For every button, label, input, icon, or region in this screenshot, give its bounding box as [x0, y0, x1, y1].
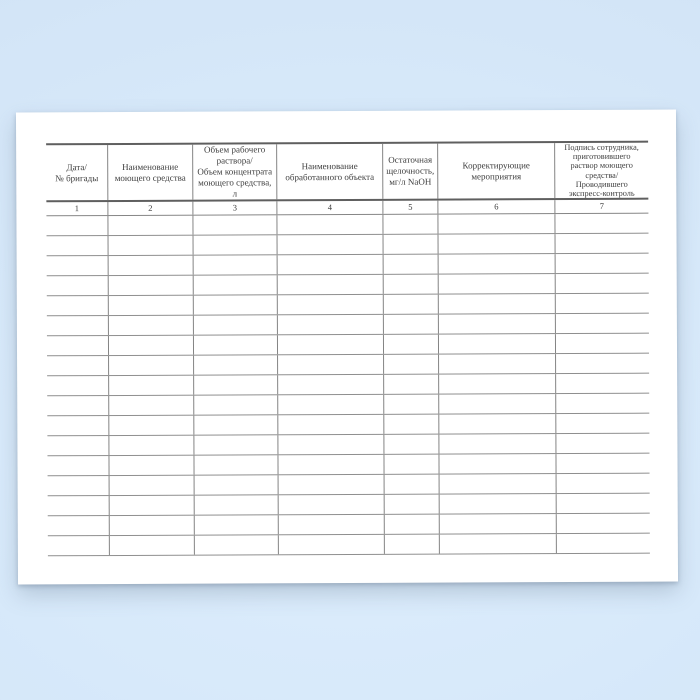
empty-cell	[47, 396, 109, 415]
empty-cell	[439, 434, 556, 454]
empty-cell	[385, 475, 440, 494]
empty-cell	[110, 496, 195, 515]
empty-cell	[47, 436, 109, 455]
empty-cell	[278, 375, 384, 394]
empty-cell	[556, 274, 649, 293]
empty-cell	[278, 275, 384, 294]
empty-cell	[109, 456, 194, 475]
empty-cell	[47, 336, 109, 355]
empty-cell	[439, 294, 556, 314]
empty-cell	[279, 475, 385, 494]
empty-cell	[109, 296, 194, 315]
empty-cell	[384, 275, 439, 294]
empty-cell	[109, 376, 194, 395]
empty-cell	[278, 335, 384, 354]
paper-sheet	[16, 110, 678, 585]
table-body	[46, 214, 649, 557]
empty-cell	[48, 536, 110, 555]
empty-cell	[438, 214, 555, 234]
header-cell-7: Подпись сотрудника, приготовившего раствор моющего средства/ Проводившего экспресс-контроль	[564, 142, 639, 198]
empty-cell	[47, 416, 109, 435]
empty-row	[47, 394, 649, 417]
empty-cell	[384, 295, 439, 314]
header-cell-2: Наименование моющего средства	[108, 145, 193, 200]
empty-cell	[47, 316, 109, 335]
empty-cell	[194, 235, 278, 254]
empty-cell	[278, 415, 384, 434]
header-cell-1: Дата/ № бригады	[46, 145, 108, 200]
empty-cell	[385, 495, 440, 514]
empty-cell	[384, 255, 439, 274]
empty-cell	[440, 534, 557, 554]
empty-cell	[439, 454, 556, 474]
empty-cell	[110, 476, 195, 495]
empty-row	[47, 254, 649, 277]
empty-cell	[278, 315, 384, 334]
empty-cell	[557, 494, 650, 513]
empty-cell	[194, 295, 278, 314]
empty-cell	[194, 415, 278, 434]
empty-cell	[384, 335, 439, 354]
empty-cell	[556, 394, 649, 413]
empty-cell	[556, 334, 649, 353]
empty-cell	[109, 416, 194, 435]
empty-row	[47, 434, 649, 457]
empty-cell	[555, 214, 648, 233]
empty-cell	[439, 274, 556, 294]
empty-cell	[109, 436, 194, 455]
column-number-cell-6: 6	[438, 200, 555, 214]
empty-cell	[109, 256, 194, 275]
empty-cell	[439, 394, 556, 414]
empty-cell	[439, 254, 556, 274]
empty-cell	[277, 215, 383, 234]
empty-row	[46, 214, 648, 237]
empty-cell	[384, 415, 439, 434]
empty-row	[48, 514, 650, 537]
empty-cell	[195, 495, 279, 514]
empty-cell	[557, 514, 650, 533]
header-cell-3: Объем рабочего раствора/ Объем концентрата моющего средства, л	[193, 144, 277, 199]
column-number-cell-5: 5	[383, 201, 438, 214]
empty-cell	[48, 516, 110, 535]
empty-row	[47, 234, 649, 257]
header-cell-5: Остаточная щелочность, мг/л NaOH	[383, 144, 438, 199]
empty-cell	[278, 295, 384, 314]
empty-row	[47, 314, 649, 337]
empty-cell	[47, 376, 109, 395]
column-number-cell-1: 1	[46, 202, 108, 215]
empty-cell	[193, 215, 277, 234]
empty-row	[47, 354, 649, 377]
empty-row	[47, 294, 649, 317]
empty-row	[47, 334, 649, 357]
empty-cell	[278, 355, 384, 374]
empty-cell	[110, 516, 195, 535]
empty-cell	[108, 216, 193, 235]
empty-row	[48, 534, 650, 557]
empty-cell	[48, 476, 110, 495]
empty-cell	[278, 435, 384, 454]
empty-cell	[384, 435, 439, 454]
empty-cell	[556, 294, 649, 313]
empty-cell	[556, 374, 649, 393]
empty-cell	[194, 315, 278, 334]
empty-cell	[195, 475, 279, 494]
empty-cell	[47, 296, 109, 315]
empty-cell	[439, 414, 556, 434]
empty-cell	[194, 335, 278, 354]
empty-cell	[47, 276, 109, 295]
empty-cell	[556, 354, 649, 373]
empty-cell	[384, 235, 439, 254]
empty-cell	[384, 315, 439, 334]
empty-cell	[557, 474, 650, 493]
empty-cell	[278, 255, 384, 274]
empty-row	[47, 274, 649, 297]
empty-cell	[194, 375, 278, 394]
empty-cell	[279, 495, 385, 514]
header-cell-4: Наименование обработанного объекта	[277, 144, 383, 199]
empty-row	[47, 414, 649, 437]
empty-cell	[278, 455, 384, 474]
empty-cell	[47, 256, 109, 275]
empty-cell	[384, 355, 439, 374]
empty-cell	[384, 395, 439, 414]
empty-cell	[194, 455, 278, 474]
empty-cell	[109, 396, 194, 415]
empty-cell	[384, 375, 439, 394]
empty-cell	[439, 334, 556, 354]
empty-cell	[383, 215, 438, 234]
empty-cell	[195, 515, 279, 534]
table-header-row	[46, 143, 648, 203]
empty-cell	[194, 275, 278, 294]
empty-cell	[279, 535, 385, 554]
empty-cell	[556, 434, 649, 453]
empty-cell	[440, 494, 557, 514]
empty-cell	[440, 514, 557, 534]
empty-cell	[194, 395, 278, 414]
empty-row	[47, 374, 649, 397]
empty-cell	[279, 515, 385, 534]
empty-cell	[556, 314, 649, 333]
cleaning-log-table	[46, 141, 650, 557]
column-number-cell-4: 4	[277, 201, 383, 214]
empty-cell	[47, 356, 109, 375]
empty-cell	[278, 395, 384, 414]
empty-cell	[440, 474, 557, 494]
empty-cell	[109, 236, 194, 255]
empty-cell	[46, 216, 108, 235]
empty-cell	[439, 374, 556, 394]
empty-cell	[278, 235, 384, 254]
empty-cell	[109, 356, 194, 375]
column-number-cell-2: 2	[108, 202, 193, 215]
header-cell-6: Корректирующие мероприятия	[438, 143, 555, 199]
empty-cell	[557, 534, 650, 553]
empty-cell	[556, 254, 649, 273]
empty-cell	[439, 314, 556, 334]
empty-cell	[556, 454, 649, 473]
empty-cell	[109, 316, 194, 335]
empty-cell	[439, 354, 556, 374]
empty-cell	[47, 456, 109, 475]
empty-cell	[384, 455, 439, 474]
column-number-cell-7: 7	[599, 200, 605, 211]
column-number-cell-3: 3	[193, 201, 277, 214]
empty-row	[48, 474, 650, 497]
empty-cell	[556, 414, 649, 433]
empty-cell	[194, 435, 278, 454]
empty-cell	[385, 535, 440, 554]
empty-cell	[48, 496, 110, 515]
empty-cell	[439, 234, 556, 254]
empty-cell	[385, 515, 440, 534]
empty-cell	[556, 234, 649, 253]
empty-cell	[194, 255, 278, 274]
empty-cell	[109, 336, 194, 355]
empty-cell	[195, 535, 279, 554]
empty-cell	[47, 236, 109, 255]
empty-row	[48, 494, 650, 517]
empty-row	[47, 454, 649, 477]
empty-cell	[194, 355, 278, 374]
empty-cell	[109, 276, 194, 295]
empty-cell	[110, 536, 195, 555]
